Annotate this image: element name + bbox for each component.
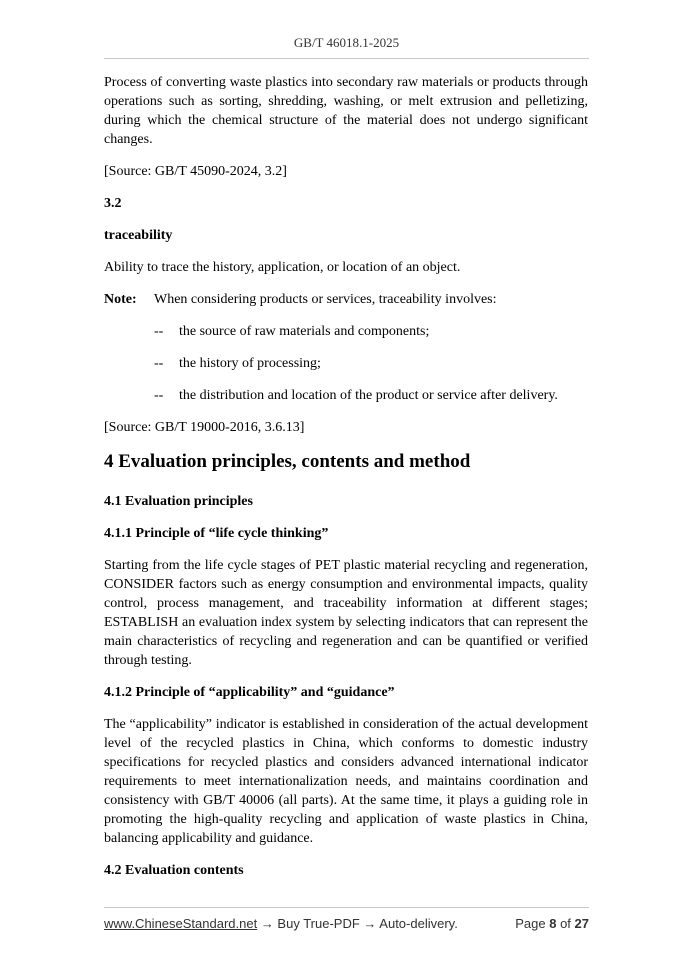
clause-heading: 4.1.1 Principle of “life cycle thinking”: [104, 526, 329, 541]
footer-promo: [104, 916, 458, 931]
list-item-text: the history of processing;: [179, 356, 321, 371]
subsection-heading: 4.2 Evaluation contents: [104, 863, 244, 878]
list-item: [104, 322, 588, 341]
list-item: [104, 354, 588, 373]
site-link[interactable]: www.ChineseStandard.net: [104, 916, 258, 931]
source-citation: [Source: GB/T 19000-2016, 3.6.13]: [104, 420, 305, 435]
document-body: [104, 73, 588, 893]
page-of: of: [560, 916, 571, 931]
promo-text: → Buy True-PDF → Auto-delivery.: [257, 916, 458, 931]
clause-heading: 4.1.2 Principle of “applicability” and “guidance”: [104, 685, 395, 700]
note-text: When considering products or services, traceability involves:: [154, 292, 497, 307]
section-heading: 4 Evaluation principles, contents and method: [104, 451, 471, 472]
page-footer: [104, 916, 589, 931]
term-title: traceability: [104, 228, 173, 243]
list-item: [104, 386, 588, 405]
term-number: 3.2: [104, 196, 122, 211]
page-label: Page: [515, 916, 546, 931]
list-item-text: the source of raw materials and components;: [179, 324, 430, 339]
standard-id: GB/T 46018.1-2025: [293, 35, 400, 50]
list-dash: --: [154, 388, 164, 403]
clause-paragraph: The “applicability” indicator is established in consideration of the actual development level of the recycled plastics in China, which conforms to domestic industry specifications for recycled plastics and considers advanced international indicator requirements to meet internationalization needs, and maintains coordination and consistency with GB/T 40006 (all parts). At the same time, it plays a guiding role in promoting the high-quality recycling and application of waste plastics in China, balancing applicability and guidance.: [104, 717, 588, 846]
page-total: 27: [574, 916, 589, 931]
page-current: 8: [549, 916, 557, 931]
subsection-heading: 4.1 Evaluation principles: [104, 494, 253, 509]
term-definition: Ability to trace the history, application, or location of an object.: [104, 260, 461, 275]
header-divider: [104, 58, 589, 59]
note-label: Note:: [104, 292, 137, 307]
footer-divider: [104, 907, 589, 908]
definition-paragraph: Process of converting waste plastics into secondary raw materials or products through operations such as sorting, shredding, washing, or melt extrusion and pelletizing, during which the chemical structure of the material does not undergo significant changes.: [104, 75, 588, 147]
list-item-text: the distribution and location of the product or service after delivery.: [179, 388, 558, 403]
note: [104, 290, 588, 309]
source-citation: [Source: GB/T 45090-2024, 3.2]: [104, 164, 287, 179]
running-header: [0, 35, 693, 51]
list-dash: --: [154, 324, 164, 339]
clause-paragraph: Starting from the life cycle stages of PET plastic material recycling and regeneration, CONSIDER factors such as energy consumption and environmental impacts, quality control, process management, and traceability information at different stages; ESTABLISH an evaluation index system by selecting indicators that can represent the main characteristics of recycling and regeneration and can be quantified or verified through testing.: [104, 558, 588, 668]
page-indicator: [515, 916, 589, 931]
list-dash: --: [154, 356, 164, 371]
